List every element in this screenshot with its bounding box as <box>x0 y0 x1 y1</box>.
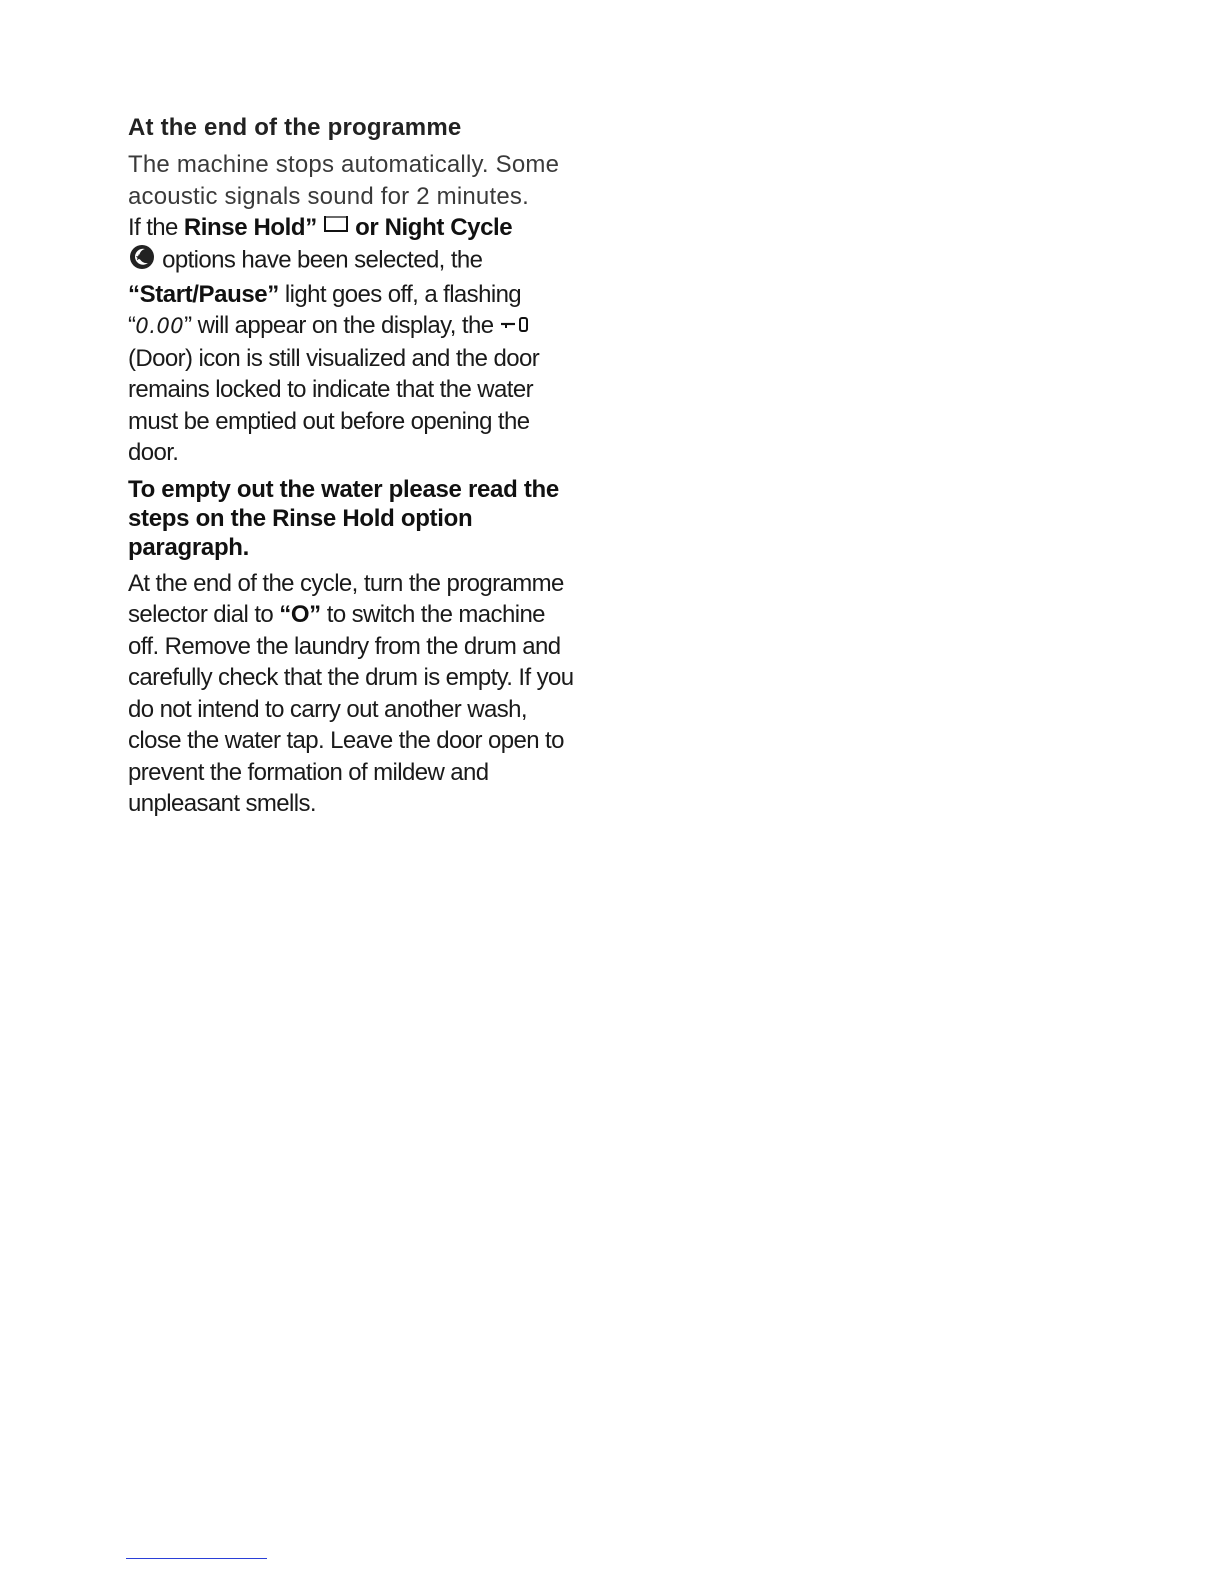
footer-rule <box>126 1558 267 1559</box>
door-lock-icon <box>500 311 530 343</box>
off-position-label: “O” <box>279 601 321 629</box>
text-fragment: to switch the machine off. Remove the laundry from the drum and carefully check that the drum is empty. If you do not intend to carry out another wash, close the water tap. Leave the door open to prevent the formation of mildew and unpleasant smells. <box>128 601 574 818</box>
paragraph-end-of-cycle <box>128 568 580 820</box>
text-fragment: light goes off, a flashing “ <box>128 280 522 340</box>
display-readout: 0.00 <box>135 314 185 339</box>
night-cycle-label: or Night Cycle <box>348 214 513 241</box>
night-cycle-icon <box>128 244 156 279</box>
rinse-hold-icon <box>323 213 349 245</box>
text-fragment: ” will appear on the display, the <box>184 312 500 340</box>
text-fragment: (Door) icon is still visualized and the door remains locked to indicate that the water must be emptied out before opening the door. <box>128 344 540 467</box>
section-heading: At the end of the programme <box>128 114 462 141</box>
content-column <box>128 114 580 820</box>
paragraph-empty-water: To empty out the water please read the steps on the Rinse Hold option paragraph. <box>128 475 559 561</box>
start-pause-label: “Start/Pause” <box>128 280 279 308</box>
text-fragment: If the <box>128 214 184 241</box>
text-fragment: At the end of the cycle, turn the programme selector dial to <box>128 569 564 629</box>
rinse-hold-label: Rinse Hold” <box>183 214 317 241</box>
paragraph-machine-stops: The machine stops automatically. Some acoustic signals sound for 2 minutes. <box>128 151 560 210</box>
paragraph-rinse-hold <box>128 212 580 469</box>
text-fragment: options have been selected, the <box>156 247 483 274</box>
